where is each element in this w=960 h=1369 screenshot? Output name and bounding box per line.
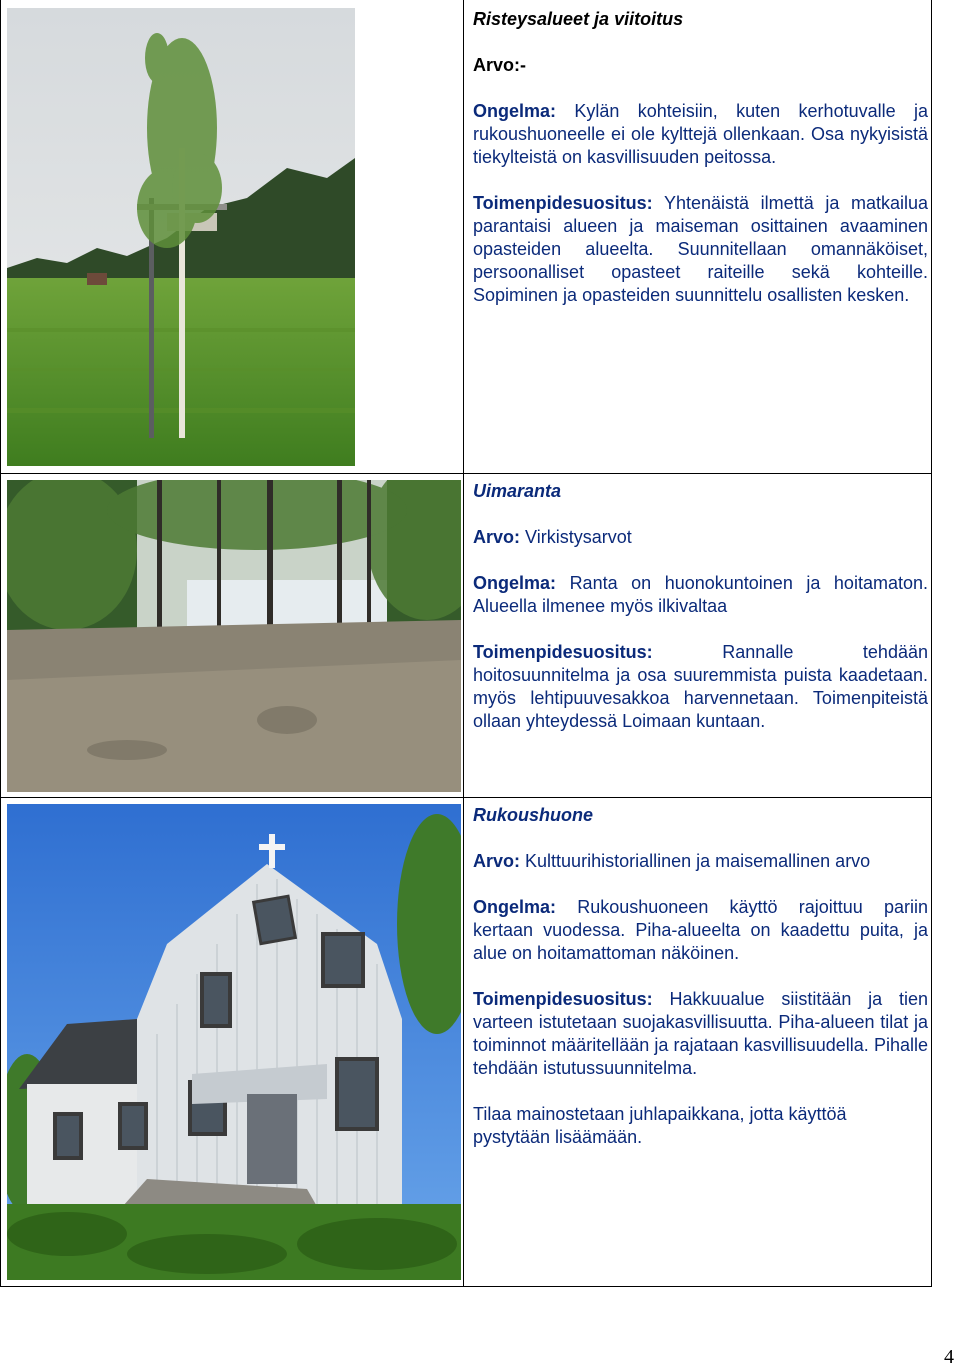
ongelma-paragraph: [473, 100, 928, 169]
column-divider: [463, 0, 464, 473]
toimenpide-paragraph: [473, 641, 928, 733]
section-risteysalueet: [0, 0, 932, 474]
section-title: Uimaranta: [473, 481, 562, 501]
toimenpide-text: Yhtenäistä ilmettä ja matkailua parantaisi alueen ja maiseman osittainen avaaminen opasteiden alueelta. Suunnitellaan omannäköiset, persoonalliset opasteet raiteille sekä kohteille. Sopiminen ja opasteiden suunnittelu osallisten kesken.: [473, 193, 928, 305]
toimenpide-text: Hakkuualue siistitään ja tien varteen istutetaan suojakasvillisuutta. Piha-alueen tilat ja toiminnot määritellään ja rajataan kasvillisuudella. Pihalle tehdään istutussuunnitelma.: [473, 989, 928, 1078]
toimenpide-label: Toimenpidesuositus:: [473, 642, 653, 662]
arvo-value: Virkistysarvot: [525, 527, 632, 547]
ongelma-text: Rukoushuoneen käyttö rajoittuu pariin kertaan vuodessa. Piha-alueelta on kaadettu puita, ja alue on hoitamattoman näköinen.: [473, 897, 928, 963]
arvo-line: [473, 850, 928, 873]
text-block: [473, 480, 928, 733]
ongelma-label: Ongelma:: [473, 897, 557, 917]
ongelma-text: Kylän kohteisiin, kuten kerhotuvalle ja rukoushuoneelle ei ole kylttejä ollenkaan. Osa nykyisistä tiekylteistä on kasvillisuuden peitossa.: [473, 101, 928, 167]
column-divider: [463, 798, 464, 1286]
roadside-birch-sign-photo: [7, 8, 355, 466]
arvo-line: [473, 54, 928, 77]
beach-path-photo: [7, 480, 461, 792]
ongelma-label: Ongelma:: [473, 573, 557, 593]
page-number: 4: [944, 1346, 954, 1368]
toimenpide-paragraph: [473, 192, 928, 307]
arvo-label: Arvo:: [473, 55, 521, 75]
ongelma-text: Ranta on huonokuntoinen ja hoitamaton. Alueella ilmenee myös ilkivaltaa: [473, 573, 928, 616]
arvo-line: [473, 526, 928, 549]
arvo-value: -: [520, 55, 527, 75]
text-block: [473, 804, 928, 1149]
prayer-house-photo: [7, 804, 461, 1280]
toimenpide-text: Rannalle tehdään hoitosuunnitelma ja osa suuremmista puista kaadetaan. myös lehtipuuvesakkoa harvennetaan. Toimenpiteistä ollaan yhteydessä Loimaan kuntaan.: [473, 642, 928, 731]
column-divider: [463, 474, 464, 797]
arvo-label: Arvo:: [473, 851, 521, 871]
section-title: Risteysalueet ja viitoitus: [473, 9, 684, 29]
toimenpide-label: Toimenpidesuositus:: [473, 989, 653, 1009]
toimenpide-label: Toimenpidesuositus:: [473, 193, 653, 213]
ongelma-paragraph: [473, 572, 928, 618]
ongelma-label: Ongelma:: [473, 101, 557, 121]
section-rukoushuone: [0, 797, 932, 1287]
ongelma-paragraph: [473, 896, 928, 965]
arvo-label: Arvo:: [473, 527, 521, 547]
arvo-value: Kulttuurihistoriallinen ja maisemallinen arvo: [525, 851, 871, 871]
section-title: Rukoushuone: [473, 805, 593, 825]
toimenpide-paragraph: [473, 988, 928, 1080]
section-uimaranta: [0, 473, 932, 798]
extra-paragraph: Tilaa mainostetaan juhlapaikkana, jotta käyttöä pystytään lisäämään.: [473, 1104, 847, 1147]
text-block: [473, 8, 928, 307]
